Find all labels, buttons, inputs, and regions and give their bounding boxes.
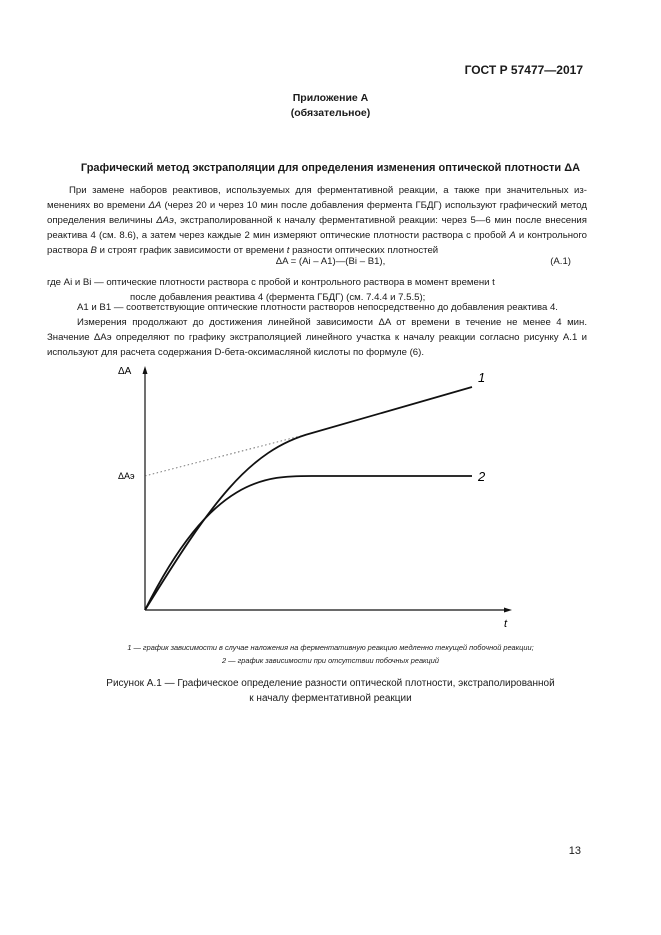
- caption-line: к началу ферментативной реакции: [249, 693, 412, 704]
- explanation-line: после добавления реактива 4 (фермента ГБДГ) (см. 7.4.4 и 7.5.5);: [130, 292, 426, 303]
- section-heading: Графический метод экстраполяции для определения изменения оптической плотности ΔA: [80, 162, 581, 174]
- symbol-delta-ae: ΔAэ: [156, 215, 174, 226]
- curve-1: [145, 387, 472, 610]
- symbol-delta-a: ΔA: [148, 200, 162, 211]
- legend-item-2: 2 — график зависимости при отсутствии побочных реакций: [222, 656, 439, 665]
- figure-a1-graph: [0, 355, 661, 645]
- standard-number: ГОСТ Р 57477—2017: [464, 63, 583, 77]
- text-run: разности оптических плотностей: [289, 245, 439, 256]
- formula-number: (А.1): [550, 256, 571, 267]
- explanation-line: A1 и B1 — соответствующие оптические плотности растворов непосредственно до добавления реактива 4.: [77, 302, 558, 313]
- appendix-status: (обязательное): [290, 107, 371, 119]
- text-run: , экстраполированной к началу ферментативной реакции: через 5—6 мин после внесения реактива 4 (см. 8.6), а затем через каждые 2 мин измеряют оптические плотности раствора с пробой: [47, 215, 587, 241]
- text-run: При замене наборов реактивов, используемых для ферментативной реакции, а также при значительных из-менениях во времени: [47, 185, 587, 211]
- legend-item-1: 1 — график зависимости в случае наложения на ферментативную реакцию медленно текущей побочной реакции;: [127, 643, 534, 652]
- formula-expression: ΔA = (Ai – A1)—(Bi – B1),: [275, 256, 386, 267]
- caption-line: Рисунок А.1 — Графическое определение разности оптической плотности, экстраполированной: [106, 678, 555, 689]
- intro-paragraph: [47, 183, 587, 258]
- appendix-title: [0, 91, 661, 121]
- explanation-continued: [47, 300, 587, 360]
- symbol-t: t: [286, 245, 290, 256]
- y-axis-label: ΔA: [118, 366, 132, 377]
- x-axis: [145, 608, 512, 613]
- curve-2: [145, 476, 472, 610]
- explanation-line: где Ai и Bi — оптические плотности раствора с пробой и контрольного раствора в момент времени t: [47, 277, 495, 288]
- figure-legend: [0, 641, 661, 667]
- figure-caption: [0, 676, 661, 706]
- symbol-a: A: [509, 230, 516, 241]
- measurement-paragraph: Измерения продолжают до достижения линейной зависимости ΔA от времени в течение не менее 4 мин. Значение ΔAэ определяют по графику экстраполяцией линейного участка к началу реакции согласно рисунку А.1 и используют для расчета содержания D-бета-оксимасляной кислоты по формуле (6).: [47, 317, 587, 358]
- y-tick-label: ΔAэ: [118, 471, 135, 481]
- text-run: и строят график зависимости от времени: [96, 245, 287, 256]
- appendix-label: Приложение А: [292, 92, 369, 104]
- x-axis-label: t: [504, 618, 508, 630]
- symbol-b: B: [90, 245, 97, 256]
- text-run: (через 20 и через 10 мин после добавления фермента ГБДГ) используют графический метод определения величины: [47, 200, 587, 226]
- extrapolation-line: [145, 433, 312, 476]
- page-number: 13: [568, 845, 581, 857]
- text-run: и контрольного раствора: [47, 230, 587, 256]
- curve-1-label: 1: [478, 370, 486, 385]
- y-axis: [143, 366, 148, 610]
- curve-2-label: 2: [478, 469, 486, 484]
